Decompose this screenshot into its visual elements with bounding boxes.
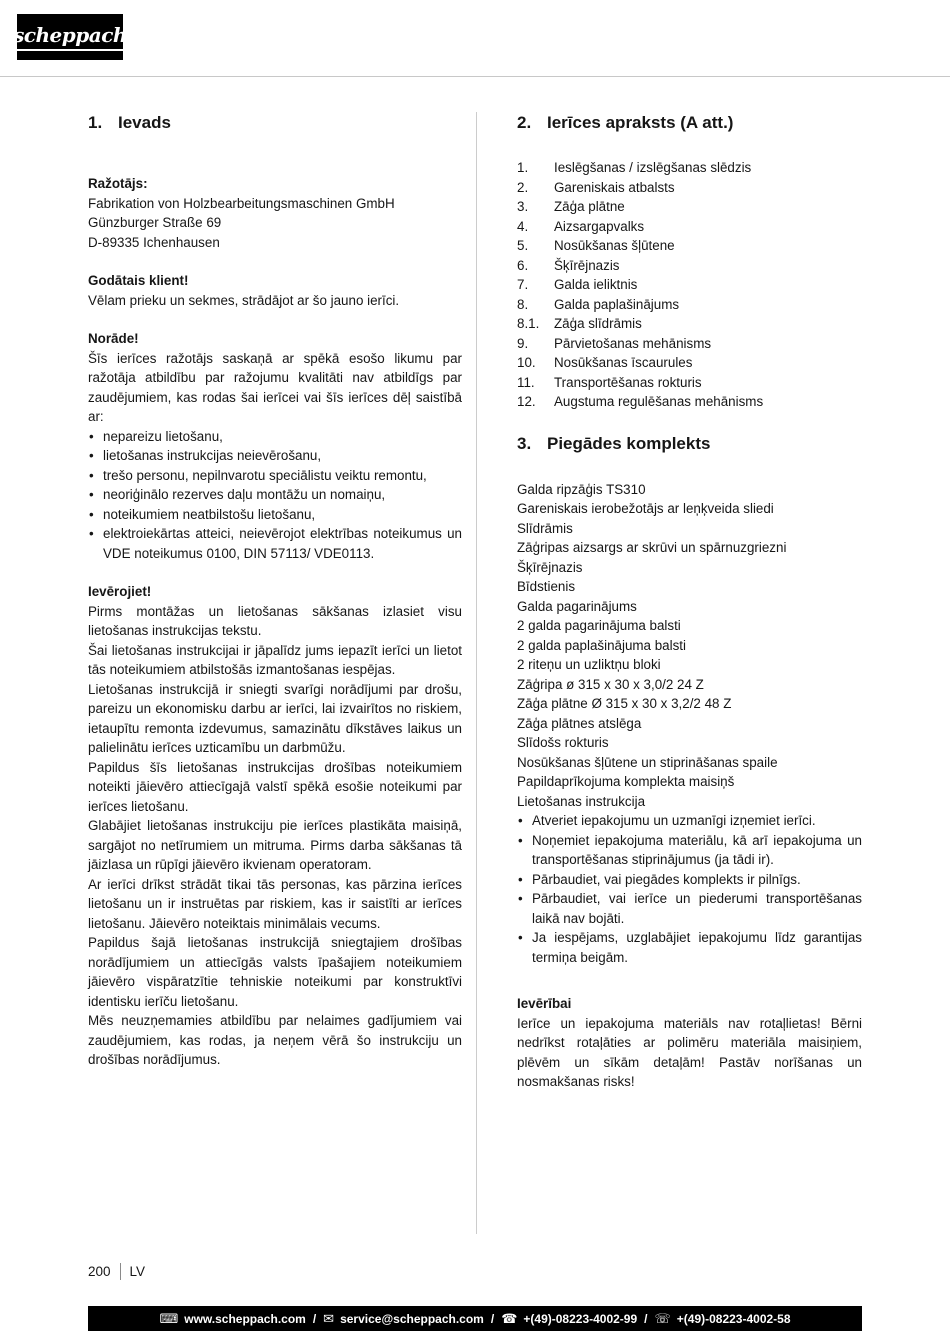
device-part-label: Nosūkšanas šļūtene — [554, 238, 675, 253]
note-intro: Šīs ierīces ražotājs saskaņā ar spēkā esošo likumu par ražotāja atbildību par ražojumu kvalitāti nav atbildīgs par zaudējumiem, kas rodas šai ierīcei vai šīs ierīces dēļ saistībā ar: — [88, 350, 462, 424]
email-text: service@scheppach.com — [340, 1311, 484, 1326]
column-divider — [476, 112, 477, 1234]
device-part-label: Nosūkšanas īscaurules — [554, 355, 693, 370]
heading-title: Ierīces apraksts (A att.) — [547, 113, 734, 132]
device-part-label: Zāģa plātne — [554, 199, 625, 214]
delivery-item: Slīdrāmis — [517, 520, 573, 536]
delivery-item: Zāģripa ø 315 x 30 x 3,0/2 24 Z — [517, 676, 704, 692]
device-part — [517, 353, 862, 373]
device-part-label: Ieslēgšanas / izslēgšanas slēdzis — [554, 160, 752, 175]
unpacking-bullet-list — [517, 811, 862, 967]
phone-icon: ☎ — [501, 1311, 518, 1326]
device-part — [517, 217, 862, 237]
device-part — [517, 256, 862, 276]
note-bullet: • neoriģinālo rezerves daļu montāžu un nomaiņu, — [88, 485, 462, 505]
attention-title: Ievērībai — [517, 996, 572, 1011]
manufacturer-name: Fabrikation von Holzbearbeitungsmaschinen GmbH — [88, 195, 395, 211]
device-part-label: Augstuma regulēšanas mehānisms — [554, 394, 764, 409]
heading-number: 1. — [88, 113, 103, 132]
manufacturer-city: D-89335 Ichenhausen — [88, 234, 220, 250]
observe-paragraph: Papildus šīs lietošanas instrukcijas drošības noteikumiem noteikti jāievēro attiecīgajā valstī spēkā esošie noteikumi par ierīces lietošanu. — [88, 759, 462, 814]
manufacturer-street: Günzburger Straße 69 — [88, 215, 222, 230]
logo-text: scheppach — [10, 23, 130, 51]
note-bullet: • trešo personu, nepilnvarotu speciālistu veiktu remontu, — [88, 466, 462, 486]
delivery-item: Šķīrējnazis — [517, 559, 583, 575]
device-part — [517, 178, 862, 198]
device-part — [517, 158, 862, 178]
observe-paragraph: Papildus šajā lietošanas instrukcijā sniegtajiem drošības norādījumiem un attiecīgās valsts īpašajiem noteikumiem jāievēro vispāratzītie tehniskie noteikumi par konstruktīvi identisku ierīču lietošanu. — [88, 935, 462, 1009]
device-part-number: 2. — [517, 179, 529, 195]
device-part-label: Gareniskais atbalsts — [554, 179, 675, 195]
delivery-items-list — [517, 480, 862, 812]
unpacking-bullet: • Atveriet iepakojumu un uzmanīgi izņemiet ierīci. — [517, 811, 862, 831]
device-part-label: Aizsargapvalks — [554, 218, 645, 234]
fax-number: +(49)-08223-4002-58 — [676, 1311, 791, 1326]
device-part — [517, 373, 862, 393]
header-divider — [0, 76, 950, 77]
delivery-item: 2 riteņu un uzliktņu bloki — [517, 657, 661, 672]
section-heading-introduction — [88, 112, 462, 134]
page-content — [88, 112, 862, 1234]
computer-icon: ⌨ — [159, 1311, 179, 1326]
contact-bar — [88, 1306, 862, 1331]
device-part — [517, 314, 862, 334]
device-parts-list — [517, 158, 862, 412]
device-part-label: Galda paplašinājums — [554, 296, 680, 312]
device-part — [517, 275, 862, 295]
device-part-number: 4. — [517, 218, 529, 234]
device-part-number: 8.1. — [517, 316, 540, 331]
envelope-icon: ✉ — [323, 1311, 335, 1326]
device-part-label: Pārvietošanas mehānisms — [554, 335, 712, 351]
device-part — [517, 236, 862, 256]
delivery-item: Zāģa plātne Ø 315 x 30 x 3,2/2 48 Z — [517, 696, 732, 711]
observe-paragraph: Ar ierīci drīkst strādāt tikai tās personas, kas pārzina ierīces lietošanu un ir instruētas par riskiem, kas ir saistīti ar ierīces lietošanu. Jāievēro noteiktais minimālais vecums. — [88, 876, 462, 931]
delivery-item: Galda ripzāģis TS310 — [517, 481, 646, 497]
device-part-number: 10. — [517, 355, 536, 370]
heading-title: Ievads — [118, 113, 171, 132]
note-bullet: • elektroiekārtas atteici, neievērojot elektrības noteikumus un VDE noteikumus 0100, DIN 57113/ VDE0113. — [88, 524, 462, 563]
note-block — [88, 329, 462, 563]
note-title: Norāde! — [88, 331, 139, 346]
device-part-number: 3. — [517, 199, 529, 214]
phone-number: +(49)-08223-4002-99 — [523, 1311, 638, 1326]
right-column — [517, 112, 862, 1234]
section-heading-scope-of-delivery — [517, 433, 862, 455]
device-part-number: 8. — [517, 296, 529, 312]
scheppach-logo — [13, 14, 127, 60]
fax-icon: ☏ — [654, 1311, 671, 1326]
device-part-number: 7. — [517, 277, 529, 292]
note-bullet: • lietošanas instrukcijas neievērošanu, — [88, 446, 462, 466]
device-part-label: Zāģa slīdrāmis — [554, 316, 642, 331]
heading-number: 2. — [517, 113, 532, 132]
device-part-number: 6. — [517, 257, 529, 273]
device-part — [517, 197, 862, 217]
observe-block — [88, 582, 462, 1070]
contact-separator: / — [644, 1311, 648, 1326]
observe-paragraph: Pirms montāžas un lietošanas sākšanas izlasiet visu lietošanas instrukcijas tekstu. — [88, 603, 462, 638]
unpacking-bullet: • Noņemiet iepakojuma materiālu, kā arī iepakojuma un transportēšanas stiprinājumus (ja tādi ir). — [517, 831, 862, 870]
device-part — [517, 295, 862, 315]
observe-paragraph: Mēs neuzņemamies atbildību par nelaimes gadījumiem vai zaudējumiem, kas rodas, ja neņem vērā šo instrukciju un drošības norādījumus. — [88, 1013, 462, 1067]
page-footer — [88, 1263, 145, 1280]
device-part-label: Galda ieliktnis — [554, 277, 638, 292]
delivery-item: Gareniskais ierobežotājs ar leņķveida sliedi — [517, 501, 774, 516]
attention-text: Ierīce un iepakojuma materiāls nav rotaļlietas! Bērni nedrīkst rotaļāties ar polimēru materiāla maisiņiem, plēvēm un sīkām detaļām! Pastāv norīšanas un nosmakšanas risks! — [517, 1015, 862, 1089]
dear-customer-block — [88, 271, 462, 310]
page-number: 200 — [88, 1264, 111, 1279]
observe-paragraph: Glabājiet lietošanas instrukciju pie ierīces plastikāta maisiņā, sargājot no netīrumiem un mitruma. Pirms darba sākšanas tā jāizlasa un rūpīgi jāievēro ikvienam operatoram. — [88, 818, 462, 872]
delivery-item: 2 galda pagarinājuma balsti — [517, 618, 681, 633]
delivery-item: 2 galda paplašinājuma balsti — [517, 637, 686, 653]
delivery-item: Zāģa plātnes atslēga — [517, 715, 642, 731]
manufacturer-block — [88, 174, 462, 252]
contact-separator: / — [490, 1311, 495, 1326]
delivery-item: Slīdošs rokturis — [517, 735, 609, 750]
unpacking-bullet: • Ja iespējams, uzglabājiet iepakojumu līdz garantijas termiņa beigām. — [517, 928, 862, 967]
device-part-label: Transportēšanas rokturis — [554, 374, 702, 390]
heading-title: Piegādes komplekts — [547, 433, 711, 453]
delivery-item: Galda pagarinājums — [517, 598, 637, 614]
delivery-item: Zāģripas aizsargs ar skrūvi un spārnuzgriezni — [517, 540, 787, 555]
footer-divider — [120, 1263, 121, 1280]
left-column — [88, 112, 462, 1234]
device-part-number: 1. — [517, 160, 529, 175]
delivery-item: Papildaprīkojuma komplekta maisiņš — [517, 774, 735, 789]
manufacturer-title: Ražotājs: — [88, 176, 148, 191]
device-part — [517, 334, 862, 354]
heading-number: 3. — [517, 433, 532, 453]
section-heading-device-description — [517, 112, 862, 134]
observe-title: Ievērojiet! — [88, 584, 152, 599]
language-code: LV — [129, 1264, 146, 1279]
device-part-number: 9. — [517, 335, 529, 351]
attention-block — [517, 994, 862, 1092]
device-part-number: 12. — [517, 394, 536, 409]
note-bullet: • noteikumiem neatbilstošu lietošanu, — [88, 505, 462, 525]
delivery-item: Lietošanas instrukcija — [517, 793, 646, 809]
delivery-item: Nosūkšanas šļūtene un stiprināšanas spaile — [517, 754, 778, 770]
device-part-number: 5. — [517, 238, 529, 253]
dear-customer-title: Godātais klient! — [88, 273, 189, 288]
unpacking-bullet: • Pārbaudiet, vai piegādes komplekts ir pilnīgs. — [517, 870, 862, 890]
unpacking-bullet: • Pārbaudiet, vai ierīce un piederumi transportēšanas laikā nav bojāti. — [517, 889, 862, 928]
website-text: www.scheppach.com — [184, 1311, 306, 1326]
contact-separator: / — [312, 1311, 317, 1326]
observe-paragraph: Lietošanas instrukcijā ir sniegti svarīgi norādījumi par drošu, pareizu un ekonomisku darbu ar ierīci, lai izvairītos no riskiem, ietaupītu remonta izdevumus, samazinātu dīkstāves laikus un palielinātu ierīces uzticamību un darbmūžu. — [88, 681, 462, 755]
note-bullet-list — [88, 427, 462, 564]
delivery-item: Bīdstienis — [517, 579, 576, 594]
device-part-label: Šķīrējnazis — [554, 257, 620, 273]
dear-customer-text: Vēlam prieku un sekmes, strādājot ar šo jauno ierīci. — [88, 292, 400, 308]
device-part — [517, 392, 862, 412]
observe-paragraph: Šai lietošanas instrukcijai ir jāpalīdz jums iepazīt ierīci un lietot tās noteikumiem atbilstošās izmantošanas iespējas. — [88, 642, 462, 677]
note-bullet: • nepareizu lietošanu, — [88, 427, 462, 447]
device-part-number: 11. — [517, 374, 535, 390]
